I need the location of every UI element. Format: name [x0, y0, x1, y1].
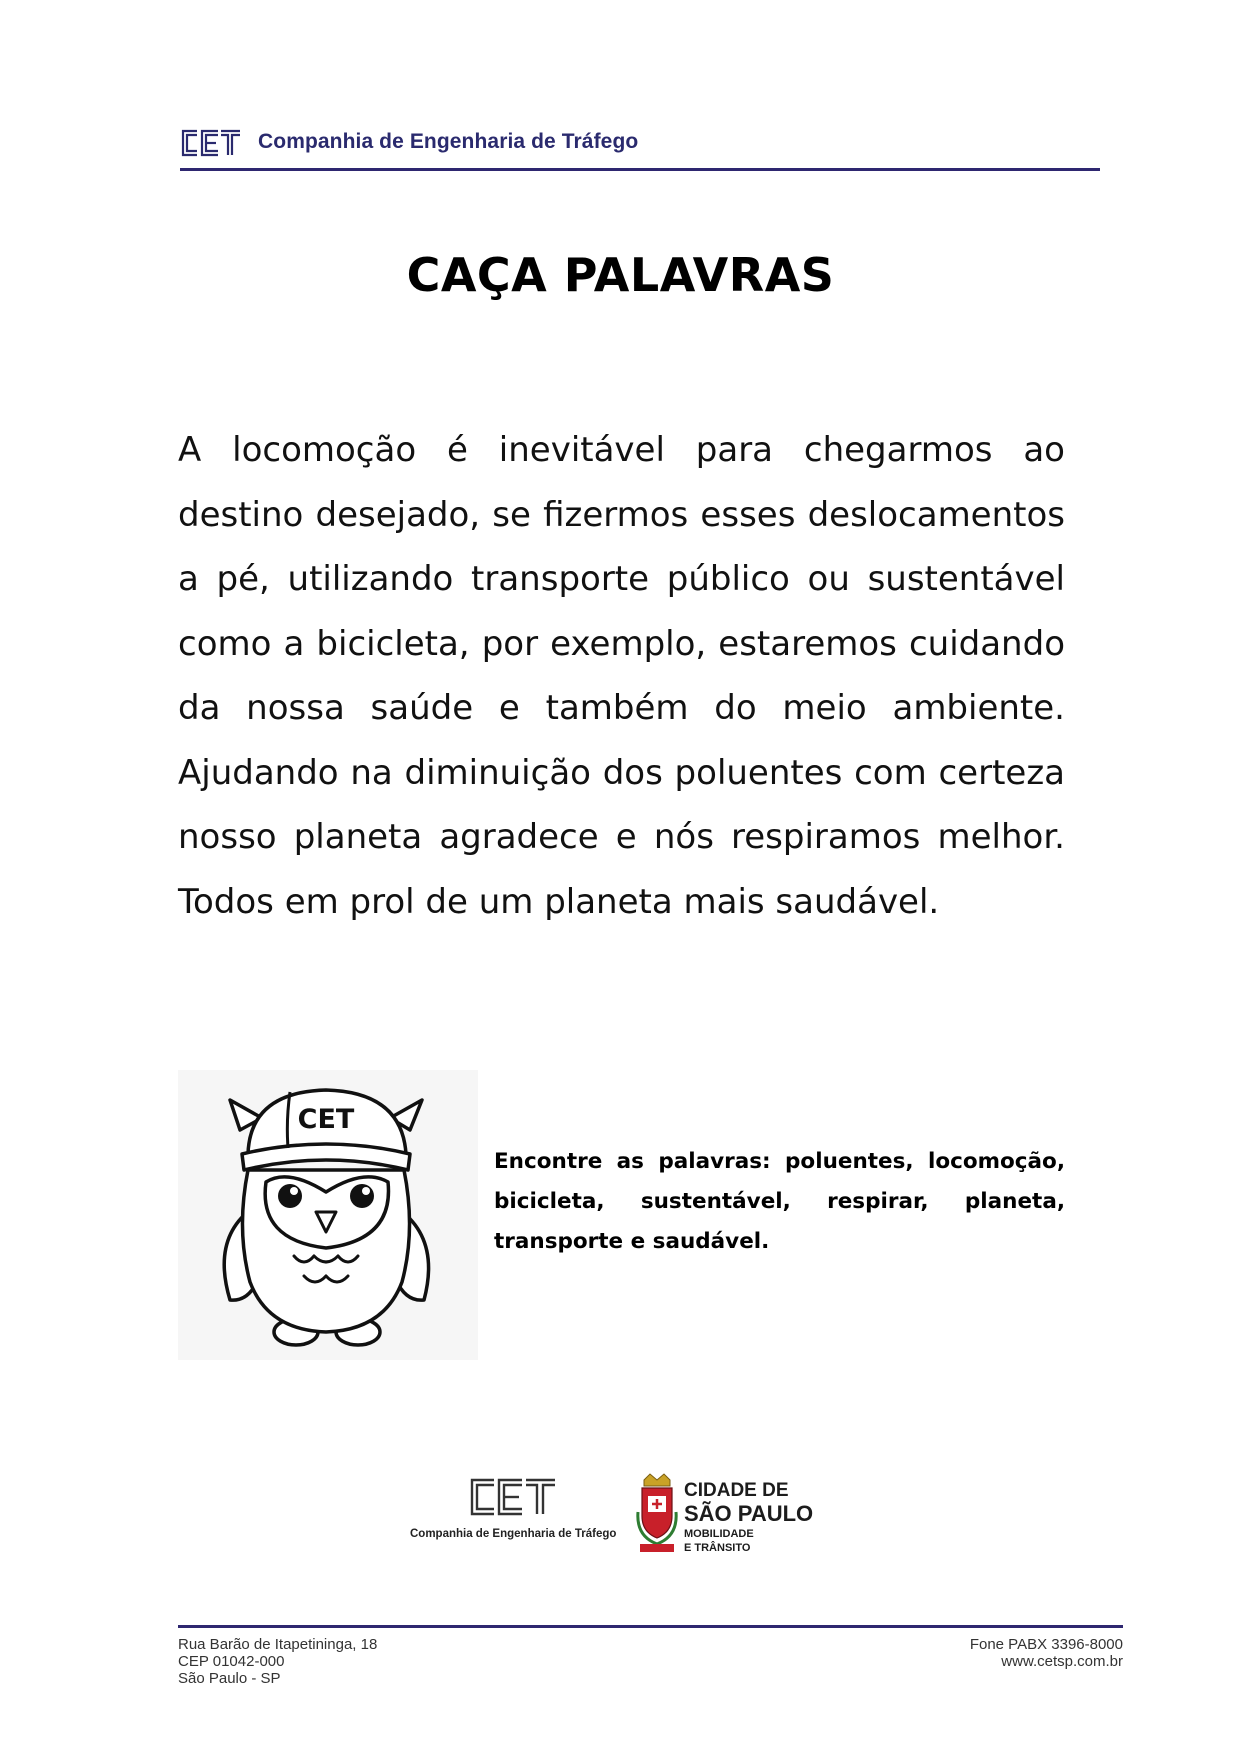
- footer-divider: [178, 1625, 1123, 1628]
- cet-footer-logo: [468, 1476, 558, 1518]
- footer-logos: [408, 1472, 828, 1558]
- cet-footer-caption: Companhia de Engenharia de Tráfego: [410, 1528, 617, 1540]
- address-line: Rua Barão de Itapetininga, 18: [178, 1636, 378, 1653]
- sp-logo-line4: E TRÂNSITO: [684, 1542, 751, 1554]
- instruction-text: Encontre as palavras: poluentes, locomoção, bicicleta, sustentável, respirar, planeta, transporte e saudável.: [494, 1149, 1065, 1254]
- intro-paragraph: A locomoção é inevitável para chegarmos ao destino desejado, se fizermos esses deslocamentos a pé, utilizando transporte público ou sustentável como a bicicleta, por exemplo, estaremos cuidando da nossa saúde e também do meio ambiente. Ajudando na diminuição dos poluentes com certeza nosso planeta agradece e nós respiramos melhor. Todos em prol de um planeta mais saudável.: [178, 430, 1065, 922]
- owl-icon: [178, 1070, 478, 1360]
- phone-text: Fone PABX 3396-8000: [969, 1636, 1123, 1653]
- sp-logo-line1: CIDADE DE: [684, 1480, 789, 1501]
- header-company-name: Companhia de Engenharia de Tráfego: [258, 130, 639, 153]
- footer-address: [178, 1636, 377, 1687]
- header-divider: [180, 168, 1100, 171]
- page-title: CAÇA PALAVRAS: [406, 248, 835, 302]
- sp-logo-line2: SÃO PAULO: [684, 1501, 814, 1526]
- page-header: [180, 128, 1100, 172]
- address-line: CEP 01042-000: [178, 1653, 285, 1670]
- owl-mascot-illustration: [178, 1070, 478, 1360]
- website-link[interactable]: www.cetsp.com.br: [1001, 1653, 1123, 1670]
- footer-contact: [970, 1636, 1123, 1670]
- sp-logo-line3: MOBILIDADE: [684, 1528, 754, 1540]
- address-line: São Paulo - SP: [178, 1670, 281, 1687]
- cet-logo: [180, 128, 242, 158]
- mascot-helmet-text: CET: [297, 1104, 355, 1135]
- sao-paulo-crest-icon: [636, 1472, 678, 1556]
